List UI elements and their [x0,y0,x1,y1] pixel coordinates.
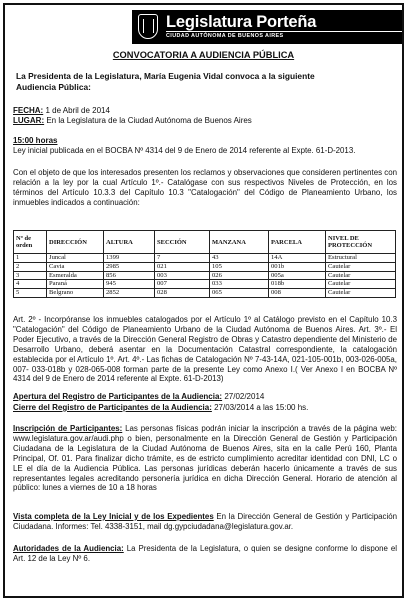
cierre-value: 27/03/2014 a las 15:00 hs. [211,403,309,412]
cell: 005a [269,271,326,280]
table-row [14,271,396,280]
cell: 856 [104,271,155,280]
cell: 105 [210,262,269,271]
inscripcion-value: Las personas físicas podrán iniciar la inscripción a través de la página web: www.legislatura.gov.ar/audi.php o bien, personalmente en la Dirección General de Gestión y Participación Ciudadana de la Legislatura de la Ciudad Autónoma de Buenos Aires, sita en la calle Perú 160, Planta Principal, Of. 01. Para finalizar dicho trámite, es de estricto cumplimiento acreditar identidad con DNI, LC o LE el día de la Audiencia Pública. Las personas jurídicas deberán hacerlo únicamente a través de sus representantes legales acreditando personería jurídica en dicha Dirección General. Horario de atención al público: lunes a viernes de 10 a 18 horas [13,424,397,493]
notice-frame [3,3,404,598]
seal-icon [138,14,158,39]
cell: 065 [210,289,269,298]
cell: Cautelar [326,262,396,271]
cell: Cavia [47,262,104,271]
cierre-label: Cierre del Registro de Participantes de la Audiencia: [13,403,212,412]
cell: 7 [155,254,210,263]
lugar-label: LUGAR: [13,116,45,125]
fecha-value: 1 de Abril de 2014 [43,106,110,115]
autoridades-value: La Presidenta de la Legislatura, o quien se designe conforme lo dispone el Art. 12 de la Ley Nº 6. [13,544,397,563]
cell: 021 [155,262,210,271]
autoridades-label: Autoridades de la Audiencia: [13,544,124,553]
intro-text: La Presidenta de la Legislatura, María Eugenia Vidal convoca a la siguiente Audiencia Pública: [16,71,315,92]
notice-heading: CONVOCATORIA A AUDIENCIA PÚBLICA [112,50,295,60]
cell: Cautelar [326,271,396,280]
cierre-line [13,403,308,412]
table-row [14,289,396,298]
th-seccion: SECCIÓN [155,231,210,254]
apertura-label: Apertura del Registro de Participantes de la Audiencia: [13,392,223,401]
cell: Belgrano [47,289,104,298]
logo-subtitle: CIUDAD AUTÓNOMA DE BUENOS AIRES [166,33,284,39]
inmuebles-table [13,230,396,298]
fecha-line [13,106,110,115]
inscripcion-para [13,424,397,493]
logo-divider [166,31,402,32]
ley-text: Ley inicial publicada en el BOCBA Nº 4314 del 9 de Enero de 2014 referente al Expte. 61-D-2013. [13,146,356,155]
vista-label: Vista completa de la Ley Inicial y de los Expedientes [13,512,214,521]
cell: 008 [269,289,326,298]
cell: 026 [210,271,269,280]
apertura-value: 27/02/2014 [222,392,265,401]
logo-title: Legislatura Porteña [166,13,317,31]
cell: 033 [210,280,269,289]
objeto-text: Con el objeto de que los interesados presenten los reclamos y observaciones que consideren pertinentes con relación a la ley por la cual Artículo 1º.- Catalógase con sus respectivos Niveles de Protección, en los términos del Artículo 10.3.3 del Capítulo 10.3 "Catalogación" del Código de Planeamiento Urbano, los inmuebles indicados a continuación: [13,168,397,207]
fecha-label: FECHA: [13,106,44,115]
table-row [14,254,396,263]
th-parcela: PARCELA [269,231,326,254]
cell: Estructural [326,254,396,263]
th-orden: Nº de orden [14,231,47,254]
th-nivel: NIVEL DE PROTECCIÓN [326,231,396,254]
cell: 003 [155,271,210,280]
lugar-value: En la Legislatura de la Ciudad Autónoma de Buenos Aires [44,116,252,125]
cell: 007 [155,280,210,289]
th-manzana: MANZANA [210,231,269,254]
articulos-text: Art. 2º - Incorpóranse los inmuebles catalogados por el Artículo 1º al Catálogo previsto en el Capítulo 10.3 "Catalogación" del Código de Planeamiento Urbano de la Ciudad Autónoma de Buenos Aires. Art. 3º.- El Poder Ejecutivo, a través de la Dirección General Registro de Obras y Catastro dependiente del Ministerio de Desarrollo Urbano, deberá asentar en la Documentación Catastral correspondiente, la catalogación establecida por el Artículo 1º. Art. 4º.- Las fichas de Catalogación Nº 7-43-14A, 021-105-001b, 003-026-005a, 007- 033-018b y 028-065-008 forman parte de la presente Ley como Anexo I.( Ver Anexo I en BOCBA Nº 4314 del 9 de Enero de 2014 referente al Expte. 61-D-2013) [13,315,397,384]
cell: 5 [14,289,47,298]
table-row [14,280,396,289]
th-altura: ALTURA [104,231,155,254]
cell: 2 [14,262,47,271]
vista-para [13,512,397,532]
cell: 1 [14,254,47,263]
table-header-row [14,231,396,254]
cell: Cautelar [326,289,396,298]
hora-line [13,136,57,145]
cell: 945 [104,280,155,289]
hora-label: 15:00 horas [13,136,58,145]
cell: Esmeralda [47,271,104,280]
th-direccion: DIRECCIÓN [47,231,104,254]
cell: 2985 [104,262,155,271]
cell: Paraná [47,280,104,289]
cell: 43 [210,254,269,263]
legislatura-logo [132,10,404,44]
cell: 14A [269,254,326,263]
cell: 3 [14,271,47,280]
cell: 001b [269,262,326,271]
vista-value: En la Dirección General de Gestión y Participación Ciudadana. Informes: Tel. 4338-3151, mail dg.gypciudadana@legislatura.gov.ar. [13,512,397,531]
cell: 1399 [104,254,155,263]
cell: Juncal [47,254,104,263]
autoridades-para [13,544,397,564]
table-row [14,262,396,271]
apertura-line [13,392,264,401]
cell: 028 [155,289,210,298]
cell: Cautelar [326,280,396,289]
lugar-line [13,116,252,125]
inscripcion-label: Inscripción de Participantes: [13,424,123,433]
cell: 2852 [104,289,155,298]
cell: 018b [269,280,326,289]
cell: 4 [14,280,47,289]
